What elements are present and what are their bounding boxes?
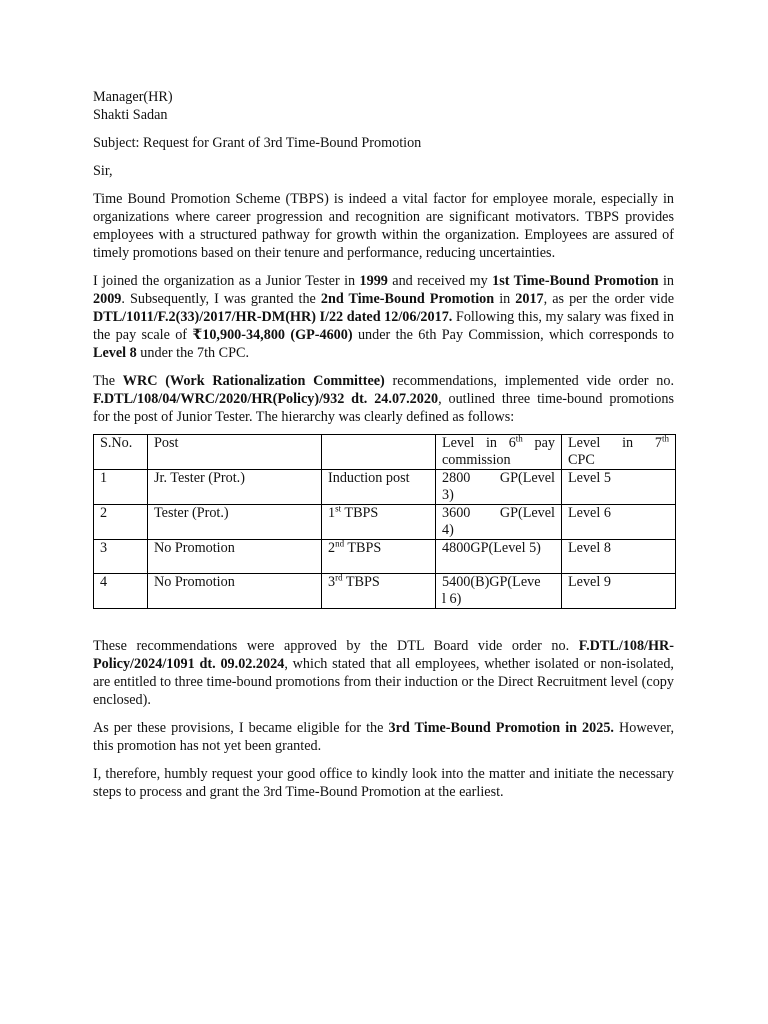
table-header-row (94, 435, 676, 470)
cell-level-6th: 5400(B)GP(Leve l 6) (436, 574, 562, 609)
paragraph-tbps-intro: Time Bound Promotion Scheme (TBPS) is indeed a vital factor for employee morale, especially in organizations where career progression and recognition are significant motivators. TBPS provides employees with a structured pathway for growth within the organization. Employees are assured of timely promotions based on their tenure and performance, reducing uncertainties. (93, 191, 674, 261)
addressee: Manager(HR) Shakti Sadan (93, 88, 674, 124)
cell-level-7th: Level 9 (562, 574, 676, 609)
cell-post: No Promotion (148, 540, 322, 574)
paragraph-wrc: The WRC (Work Rationalization Committee) recommendations, implemented vide order no. F.DTL/108/04/WRC/2020/HR(Policy)/932 dt. 24.07.2020, outlined three time-bound promotions for the post of Junior Tester. The hierarchy was clearly defined as follows: (93, 373, 674, 425)
salutation: Sir, (93, 163, 113, 179)
cell-stage: 2nd TBPS (322, 540, 436, 574)
address-line: Shakti Sadan (93, 107, 168, 123)
cell-sno: 3 (94, 540, 148, 574)
cell-stage: Induction post (322, 470, 436, 505)
cell-level-6th: 3600 GP(Level 4) (436, 505, 562, 540)
cell-level-6th: 4800GP(Level 5) (436, 540, 562, 574)
header-level-6th-pay: Level in 6th pay commission (436, 435, 562, 470)
letter-body (93, 88, 674, 801)
subject-line: Subject: Request for Grant of 3rd Time-Bound Promotion (93, 135, 422, 151)
table-row (94, 470, 676, 505)
header-sno: S.No. (94, 435, 148, 470)
cell-post: Jr. Tester (Prot.) (148, 470, 322, 505)
header-level-7th-cpc: Level in 7th CPC (562, 435, 676, 470)
cell-sno: 1 (94, 470, 148, 505)
cell-level-7th: Level 6 (562, 505, 676, 540)
table-row (94, 574, 676, 609)
cell-level-7th: Level 5 (562, 470, 676, 505)
header-post: Post (148, 435, 322, 470)
paragraph-eligibility: As per these provisions, I became eligible for the 3rd Time-Bound Promotion in 2025. However, this promotion has not yet been granted. (93, 720, 674, 754)
paragraph-promotion-history: I joined the organization as a Junior Tester in 1999 and received my 1st Time-Bound Promotion in 2009. Subsequently, I was granted the 2nd Time-Bound Promotion in 2017, as per the order vide DTL/1011/F.2(33)/2017/HR-DM(HR) I/22 dated 12/06/2017. Following this, my salary was fixed in the pay scale of ₹10,900-34,800 (GP-4600) under the 6th Pay Commission, which corresponds to Level 8 under the 7th CPC. (93, 273, 674, 361)
cell-post: Tester (Prot.) (148, 505, 322, 540)
cell-stage: 1st TBPS (322, 505, 436, 540)
cell-sno: 2 (94, 505, 148, 540)
paragraph-board-approval: These recommendations were approved by the DTL Board vide order no. F.DTL/108/HR-Policy/2024/1091 dt. 09.02.2024, which stated that all employees, whether isolated or non-isolated, are entitled to three time-bound promotions from their induction or the Direct Recruitment level (copy enclosed). (93, 638, 674, 708)
table-row (94, 540, 676, 574)
cell-post: No Promotion (148, 574, 322, 609)
cell-stage: 3rd TBPS (322, 574, 436, 609)
cell-sno: 4 (94, 574, 148, 609)
cell-level-6th: 2800 GP(Level 3) (436, 470, 562, 505)
paragraph-request: I, therefore, humbly request your good office to kindly look into the matter and initiate the necessary steps to process and grant the 3rd Time-Bound Promotion at the earliest. (93, 766, 674, 800)
promotion-hierarchy-table (93, 434, 676, 609)
cell-level-7th: Level 8 (562, 540, 676, 574)
table-row (94, 505, 676, 540)
header-blank (322, 435, 436, 470)
